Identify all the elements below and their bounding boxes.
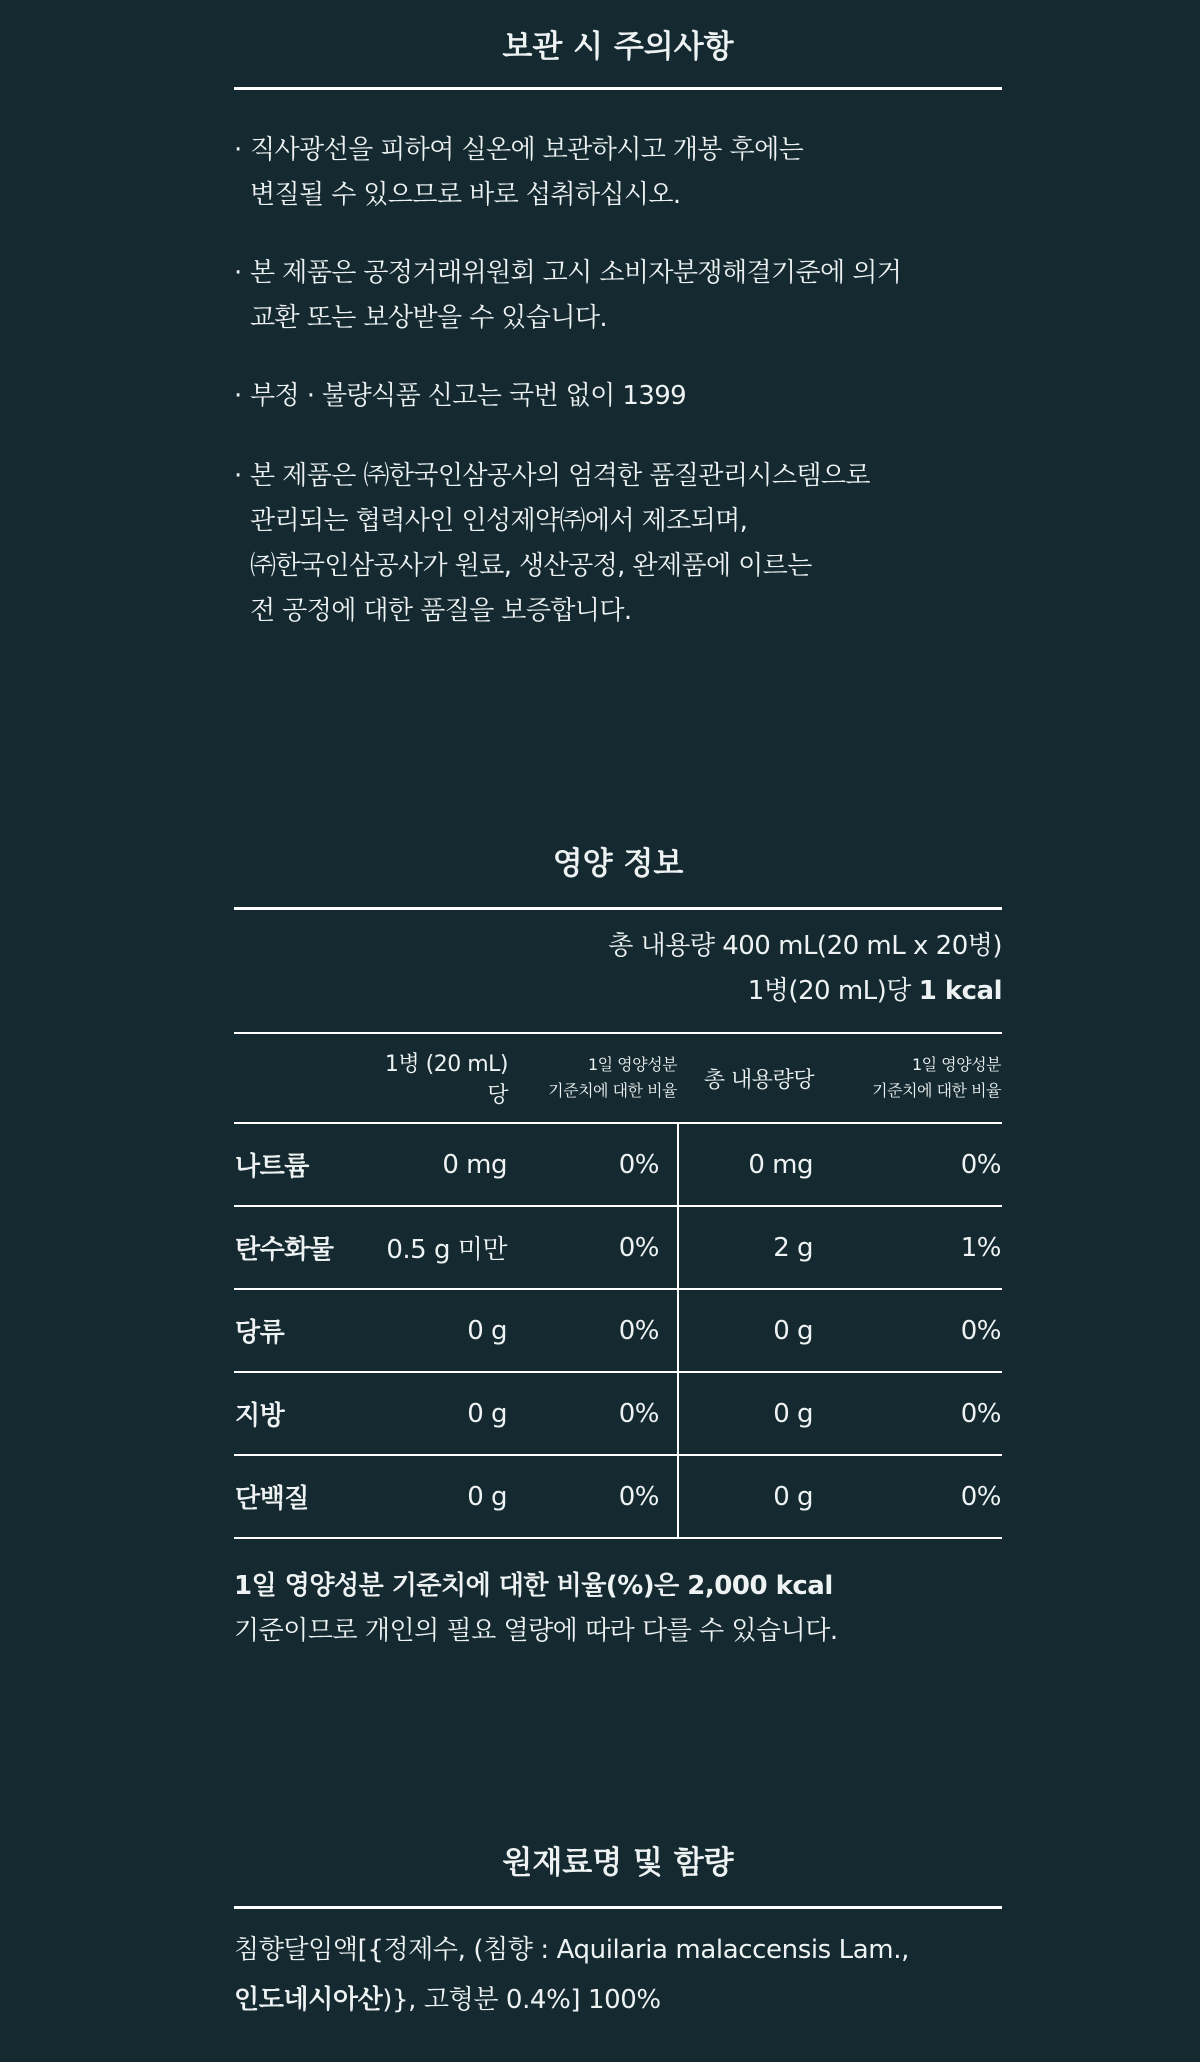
nutrition-title: 영양 정보 <box>552 846 684 882</box>
storage-item: · 부정 · 불량식품 신고는 국번 없이 1399 <box>234 374 1002 419</box>
table-row: 단백질 0 g 0% 0 g 0% <box>234 1455 1002 1538</box>
daily-value-note: 1일 영양성분 기준치에 대한 비율(%)은 2,000 kcal 기준이므로 개인의 필요 열량에 따라 다를 수 있습니다. <box>234 1571 838 1646</box>
table-row: 나트륨 0 mg 0% 0 mg 0% <box>234 1123 1002 1206</box>
storage-list <box>234 128 1002 634</box>
header-daily-ratio-2: 1일 영양성분 기준치에 대한 비율 <box>814 1033 1002 1123</box>
storage-section <box>234 26 1002 667</box>
storage-item: · 본 제품은 ㈜한국인삼공사의 엄격한 품질관리시스템으로 관리되는 협력사인 인성제약㈜에서 제조되며, ㈜한국인삼공사가 원료, 생산공정, 완제품에 이르는 전 공정에 대한 품질을 보증합니다. <box>234 454 1002 634</box>
table-row: 지방 0 g 0% 0 g 0% <box>234 1372 1002 1455</box>
nutrition-title-rule <box>234 907 1002 910</box>
table-row: 당류 0 g 0% 0 g 0% <box>234 1289 1002 1372</box>
storage-title-rule <box>234 87 1002 90</box>
ingredients-text: 침향달임액[{정제수, (침향 : Aquilaria malaccensis Lam., 인도네시아산)}, 고형분 0.4%] 100% <box>234 1935 909 2015</box>
header-nutrient <box>234 1033 374 1123</box>
storage-item: · 본 제품은 공정거래위원회 고시 소비자분쟁해결기준에 의거 교환 또는 보상받을 수 있습니다. <box>234 251 1002 341</box>
header-daily-ratio-1: 1일 영양성분 기준치에 대한 비율 <box>508 1033 678 1123</box>
nutrition-table <box>234 1032 1002 1539</box>
total-volume: 총 내용량 400 mL(20 mL x 20병) <box>608 931 1002 961</box>
ingredients-title: 원재료명 및 함량 <box>502 1845 734 1881</box>
header-per-bottle: 1병 (20 mL)당 <box>374 1033 508 1123</box>
storage-title: 보관 시 주의사항 <box>502 29 734 65</box>
table-row: 탄수화물 0.5 g 미만 0% 2 g 1% <box>234 1206 1002 1289</box>
ingredients-title-rule <box>234 1906 1002 1909</box>
nutrition-section <box>234 843 1002 1654</box>
per-serving-energy: 1병(20 mL)당 1 kcal <box>747 976 1002 1006</box>
header-per-total: 총 내용량당 <box>678 1033 814 1123</box>
table-header-row <box>234 1033 1002 1123</box>
nutrition-summary <box>234 924 1002 1014</box>
ingredients-section <box>234 1842 1002 2025</box>
storage-item: · 직사광선을 피하여 실온에 보관하시고 개봉 후에는 변질될 수 있으므로 바로 섭취하십시오. <box>234 128 1002 218</box>
